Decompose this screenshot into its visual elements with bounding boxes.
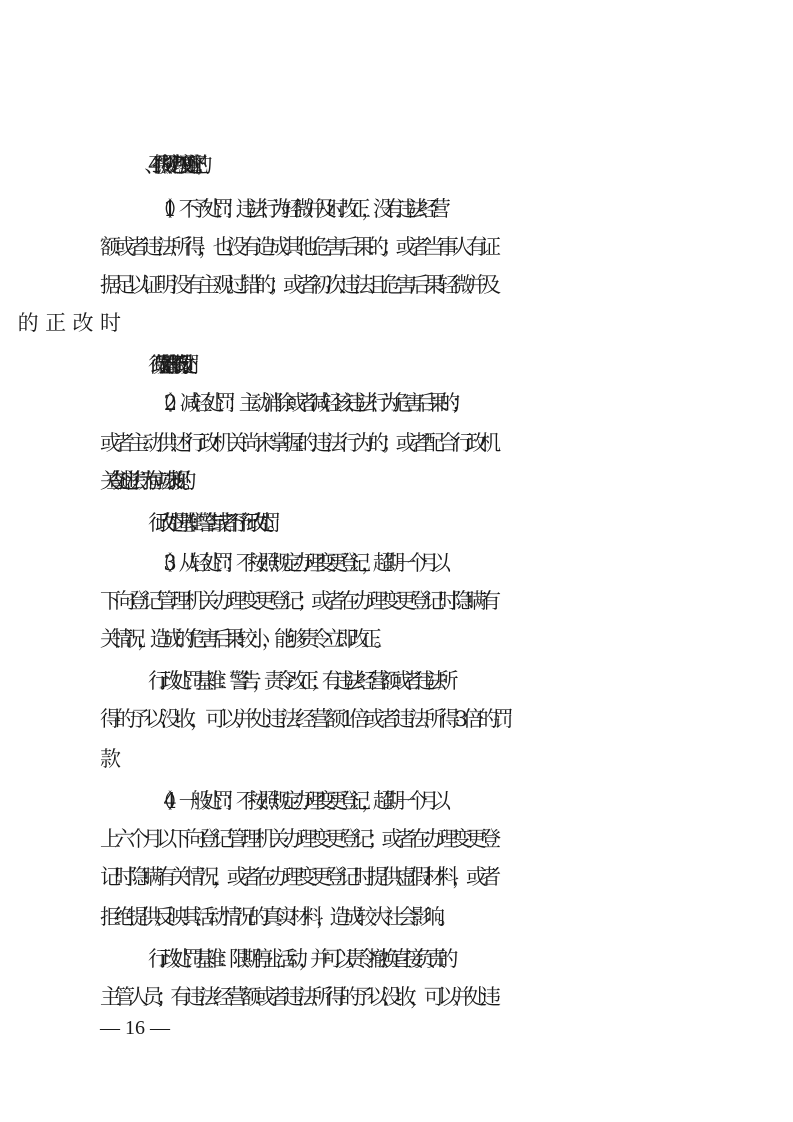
text-line: 记时隐瞒有关情况，或者在办理变更登记时提供虚假材料，或者	[100, 865, 495, 889]
text-line: 行政处罚基准：警告或者不予行政处罚。	[148, 511, 275, 535]
text-line: 下向登记管理机关办理变更登记；或者在办理变更登记时隐瞒有	[100, 589, 495, 613]
text-line: 行政处罚基准：警告，责令改正；有违法经营额或者违法所	[148, 669, 450, 693]
text-line: （2）减轻处罚：主动消除或者减轻该违法行为危害后果的；	[152, 391, 463, 415]
text-line: 关情况，造成的危害后果较小，能够责令立即改正。	[100, 627, 387, 651]
text-line: 关查处违法行为有立功表现的。	[100, 469, 189, 493]
text-line: 或者主动供述行政机关尚未掌握的违法行为的；或者配合行政机	[100, 431, 495, 455]
text-line	[100, 310, 793, 336]
text-line: 主管人员；有违法经营额或者违法所得的予以没收，可以并处违	[100, 985, 495, 1009]
text-line: （3）从轻处罚：不按照规定办理变更登记，超期一个月以	[152, 551, 442, 575]
text-line: （4）一般处罚：不按照规定办理变更登记，超期一个月以	[152, 789, 442, 813]
text-line: 4、不按照规定办理变更登记的；	[148, 153, 200, 177]
text-line: 行政处罚基准：不予行政处罚。	[148, 353, 185, 377]
page-number: — 16 —	[100, 1017, 170, 1039]
text-line	[100, 746, 793, 772]
text-line: 得的予以没收，可以并处违法经营额 1 倍或者违法所得 3 倍的罚	[100, 707, 508, 731]
text-line: 额或者违法所得，也没有造成其他危害后果的；或者当事人有证	[100, 235, 495, 259]
text-line: （1）不予处罚：违法行为轻微并及时改正，没有违法经营	[152, 197, 442, 221]
text-line: 行政处罚基准：限期停止活动，并可以责令撤换直接负责的	[148, 947, 450, 971]
text-line: 上六个月以下向登记管理机关办理变更登记；或者在办理变更登	[100, 827, 495, 851]
text-line: 据足以证明没有主观过错的；或者初次违法且危害后果轻微并及	[100, 273, 495, 297]
text-line: 拒绝提供反映其活动情况的真实材料，造成较大社会影响。	[100, 905, 451, 929]
